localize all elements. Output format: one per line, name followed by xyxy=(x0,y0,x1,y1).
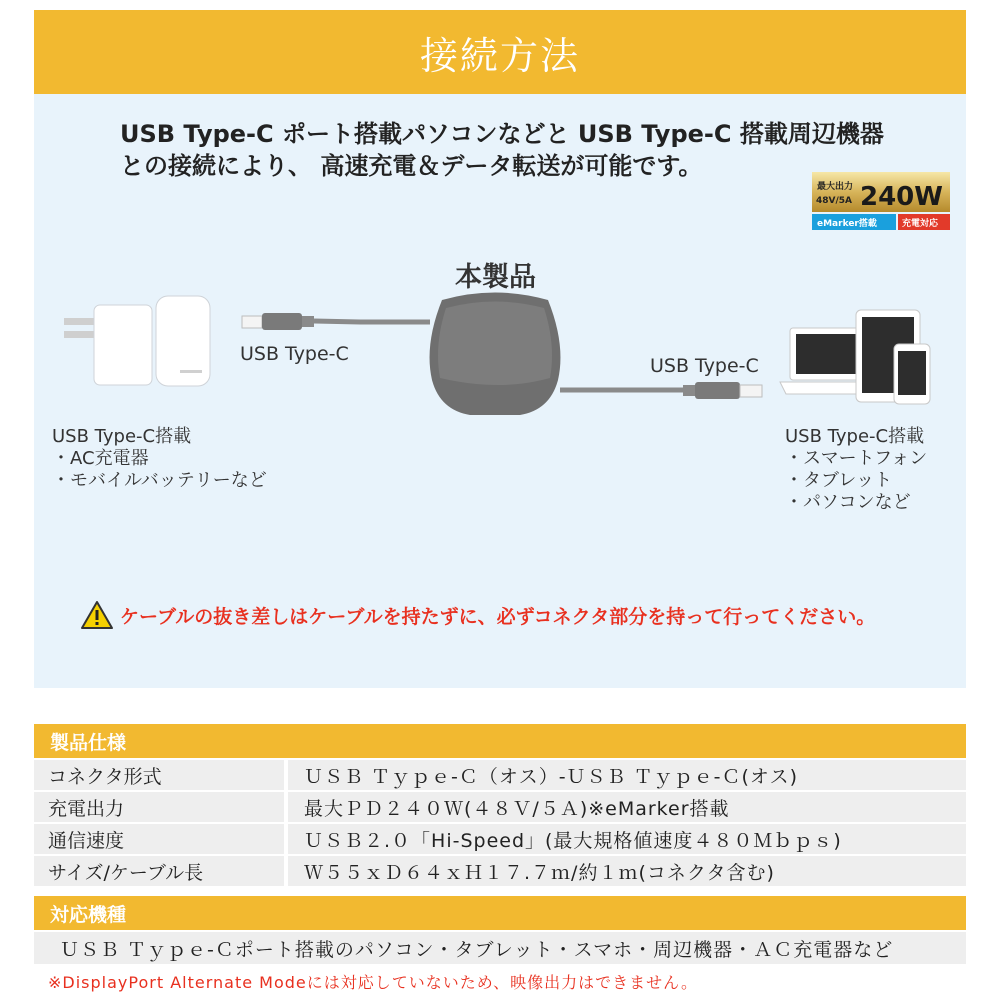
spec-key: コネクタ形式 xyxy=(34,760,284,790)
spec-row xyxy=(34,824,966,854)
badge-label-spec: 48V/5A xyxy=(816,196,853,206)
compat-text: ＵＳＢ Ｔｙｐｅ-Ｃポート搭載のパソコン・タブレット・スマホ・周辺機器・ＡＣ充電器など xyxy=(34,932,966,964)
product-label: 本製品 xyxy=(455,262,536,293)
mobile-battery-icon xyxy=(156,296,210,386)
right-device-item: ・タブレット xyxy=(785,470,893,491)
spec-row xyxy=(34,792,966,822)
badge-watt: 240W xyxy=(860,182,943,212)
page-title: 接続方法 xyxy=(419,33,580,78)
warning-notice xyxy=(80,600,875,630)
left-device-list xyxy=(52,426,267,492)
badge-label-top: 最大出力 xyxy=(817,182,854,192)
ac-charger-icon xyxy=(64,305,152,385)
warning-icon xyxy=(80,600,114,630)
left-device-title: USB Type-C搭載 xyxy=(52,426,192,447)
left-connector-icon xyxy=(242,313,314,330)
right-device-title: USB Type-C搭載 xyxy=(785,426,925,447)
spec-key: 通信速度 xyxy=(34,824,284,854)
intro-line-2: との接続により、 高速充電＆データ転送が可能です。 xyxy=(120,152,703,180)
specs-heading xyxy=(34,724,966,758)
spec-row xyxy=(34,760,966,790)
spec-value: 最大ＰＤ２４０Ｗ(４８Ｖ/５Ａ)※eMarker搭載 xyxy=(288,792,966,822)
warning-text: ケーブルの抜き差しはケーブルを持たずに、必ずコネクタ部分を持って行ってください。 xyxy=(120,605,876,628)
specs-heading-text: 製品仕様 xyxy=(50,731,127,754)
left-connector-label: USB Type-C xyxy=(240,343,349,365)
right-device-list xyxy=(785,426,927,514)
left-device-item: ・モバイルバッテリーなど xyxy=(52,470,267,491)
left-cable xyxy=(314,321,430,322)
compat-heading xyxy=(34,896,966,930)
right-connector-icon xyxy=(683,382,762,399)
smartphone-icon xyxy=(894,344,930,404)
spec-value: Ｗ５５ｘＤ６４ｘＨ１７.７ｍ/約１ｍ(コネクタ含む) xyxy=(288,856,966,886)
intro-line-1: USB Type-C ポート搭載パソコンなどと USB Type-C 搭載周辺機器 xyxy=(120,120,884,148)
spec-key: サイズ/ケーブル長 xyxy=(34,856,284,886)
compat-note: ※DisplayPort Alternate Modeには対応していないため、映像出力はできません。 xyxy=(48,973,699,992)
badge-tag-emarker: eMarker搭載 xyxy=(817,219,877,229)
right-device-item: ・パソコンなど xyxy=(785,492,911,513)
cable-reel-product xyxy=(430,293,561,416)
spec-key: 充電出力 xyxy=(34,792,284,822)
spec-value: ＵＳＢ Ｔｙｐｅ-Ｃ（オス）-ＵＳＢ Ｔｙｐｅ-Ｃ(オス) xyxy=(288,760,966,790)
left-device-item: ・AC充電器 xyxy=(52,448,149,469)
badge-tag-charge: 充電対応 xyxy=(902,219,939,229)
compat-heading-text: 対応機種 xyxy=(50,903,127,926)
spec-row xyxy=(34,856,966,886)
right-device-item: ・スマートフォン xyxy=(785,448,928,469)
right-connector-label: USB Type-C xyxy=(650,355,759,377)
spec-value: ＵＳＢ２.０「Hi-Speed」(最大規格値速度４８０Ｍｂｐｓ) xyxy=(288,824,966,854)
